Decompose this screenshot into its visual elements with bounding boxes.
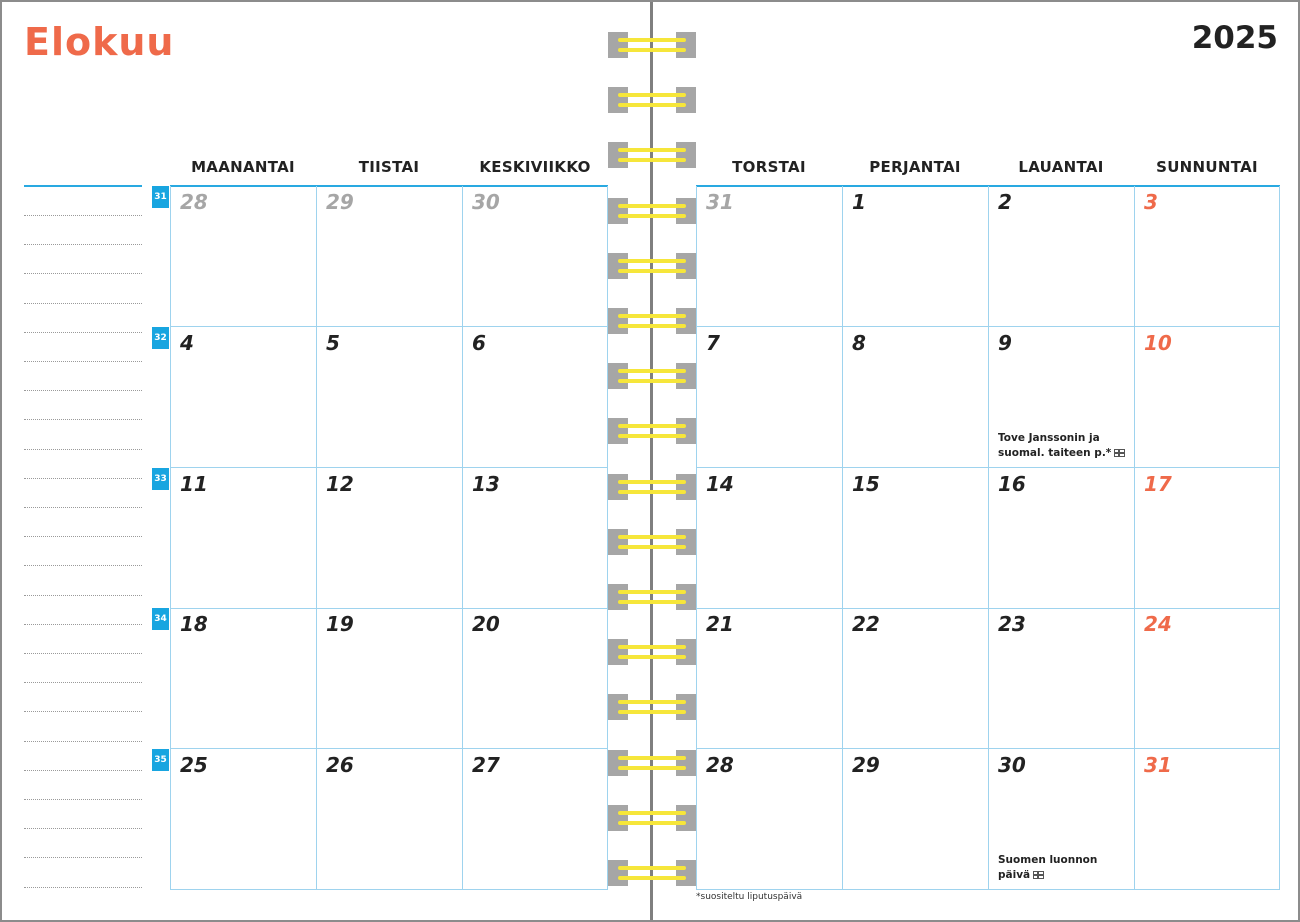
ring-wire: [618, 379, 686, 383]
spiral-ring: [608, 418, 696, 444]
notes-line[interactable]: [24, 565, 142, 566]
ring-wire: [618, 535, 686, 539]
notes-line[interactable]: [24, 244, 142, 245]
day-number: 23: [998, 612, 1026, 636]
holiday-text: Suomen luonnon päivä: [998, 854, 1098, 881]
spiral-ring: [608, 860, 696, 886]
day-cell[interactable]: [1134, 749, 1280, 890]
day-number: 30: [998, 753, 1026, 777]
ring-wire: [618, 314, 686, 318]
day-cell[interactable]: [988, 749, 1134, 890]
day-number: 10: [1144, 331, 1172, 355]
day-cell[interactable]: [696, 468, 842, 609]
weekday-header: MAANANTAI: [191, 158, 295, 176]
day-number: 8: [852, 331, 866, 355]
day-cell[interactable]: [842, 186, 988, 327]
day-number: 16: [998, 472, 1026, 496]
weekday-header: SUNNUNTAI: [1156, 158, 1258, 176]
ring-hole: [608, 363, 628, 389]
day-number: 28: [180, 190, 208, 214]
day-cell[interactable]: [462, 468, 608, 609]
ring-wire: [618, 700, 686, 704]
month-title: Elokuu: [24, 20, 175, 64]
notes-line[interactable]: [24, 624, 142, 625]
day-cell[interactable]: [988, 186, 1134, 327]
weekday-header: LAUANTAI: [1018, 158, 1104, 176]
notes-line[interactable]: [24, 711, 142, 712]
ring-wire: [618, 710, 686, 714]
week-number-badge: 33: [152, 468, 169, 490]
day-cell[interactable]: [988, 468, 1134, 609]
year-label: 2025: [1191, 20, 1278, 56]
day-number: 15: [852, 472, 880, 496]
ring-hole: [608, 860, 628, 886]
notes-line[interactable]: [24, 887, 142, 888]
day-number: 4: [180, 331, 194, 355]
day-number: 7: [706, 331, 720, 355]
ring-hole: [608, 529, 628, 555]
ring-hole: [676, 363, 696, 389]
ring-hole: [608, 805, 628, 831]
notes-line[interactable]: [24, 595, 142, 596]
spiral-ring: [608, 529, 696, 555]
ring-wire: [618, 214, 686, 218]
day-number: 22: [852, 612, 880, 636]
ring-wire: [618, 369, 686, 373]
notes-line[interactable]: [24, 536, 142, 537]
day-number: 31: [1144, 753, 1172, 777]
day-cell[interactable]: [696, 327, 842, 468]
ring-wire: [618, 424, 686, 428]
day-number: 29: [326, 190, 354, 214]
spiral-ring: [608, 639, 696, 665]
day-cell[interactable]: [1134, 186, 1280, 327]
day-number: 19: [326, 612, 354, 636]
ring-hole: [676, 87, 696, 113]
day-cell[interactable]: [1134, 327, 1280, 468]
day-cell[interactable]: [316, 468, 462, 609]
day-number: 11: [180, 472, 208, 496]
notes-line[interactable]: [24, 332, 142, 333]
day-cell[interactable]: [316, 608, 462, 749]
day-number: 26: [326, 753, 354, 777]
ring-hole: [608, 584, 628, 610]
day-number: 28: [706, 753, 734, 777]
day-number: 21: [706, 612, 734, 636]
ring-hole: [676, 253, 696, 279]
weekday-header: PERJANTAI: [869, 158, 961, 176]
ring-wire: [618, 103, 686, 107]
ring-wire: [618, 590, 686, 594]
day-cell[interactable]: [696, 749, 842, 890]
ring-hole: [608, 750, 628, 776]
day-number: 31: [706, 190, 734, 214]
ring-wire: [618, 480, 686, 484]
day-number: 6: [472, 331, 486, 355]
day-number: 20: [472, 612, 500, 636]
day-number: 5: [326, 331, 340, 355]
spiral-ring: [608, 694, 696, 720]
ring-hole: [608, 694, 628, 720]
ring-wire: [618, 866, 686, 870]
day-number: 3: [1144, 190, 1158, 214]
day-cell[interactable]: [462, 327, 608, 468]
day-cell[interactable]: [696, 186, 842, 327]
day-cell[interactable]: [316, 186, 462, 327]
day-cell[interactable]: [316, 749, 462, 890]
day-cell[interactable]: [462, 186, 608, 327]
week-number-badge: 31: [152, 186, 169, 208]
spiral-ring: [608, 805, 696, 831]
notes-line[interactable]: [24, 273, 142, 274]
ring-hole: [676, 308, 696, 334]
day-cell[interactable]: [170, 749, 316, 890]
day-cell[interactable]: [842, 327, 988, 468]
ring-hole: [676, 32, 696, 58]
holiday-text: Tove Janssonin ja suomal. taiteen p.*: [998, 432, 1112, 459]
notes-line[interactable]: [24, 390, 142, 391]
spiral-ring: [608, 142, 696, 168]
notes-line[interactable]: [24, 828, 142, 829]
ring-wire: [618, 158, 686, 162]
notes-line[interactable]: [24, 857, 142, 858]
day-cell[interactable]: [842, 749, 988, 890]
day-number: 24: [1144, 612, 1172, 636]
day-cell[interactable]: [1134, 468, 1280, 609]
spiral-ring: [608, 308, 696, 334]
holiday-note: [998, 853, 1126, 883]
ring-hole: [676, 142, 696, 168]
day-cell[interactable]: [170, 327, 316, 468]
day-number: 18: [180, 612, 208, 636]
ring-wire: [618, 490, 686, 494]
spiral-ring: [608, 32, 696, 58]
ring-hole: [676, 750, 696, 776]
holiday-note: [998, 431, 1126, 461]
notes-line[interactable]: [24, 215, 142, 216]
notes-line[interactable]: [24, 741, 142, 742]
weekday-header: TORSTAI: [732, 158, 806, 176]
day-number: 9: [998, 331, 1012, 355]
ring-hole: [676, 694, 696, 720]
day-number: 1: [852, 190, 866, 214]
notes-line[interactable]: [24, 653, 142, 654]
ring-wire: [618, 93, 686, 97]
day-cell[interactable]: [462, 608, 608, 749]
day-cell[interactable]: [170, 186, 316, 327]
ring-hole: [608, 474, 628, 500]
binding-spine: [650, 2, 653, 922]
spiral-ring: [608, 87, 696, 113]
ring-hole: [608, 253, 628, 279]
ring-wire: [618, 655, 686, 659]
ring-hole: [608, 32, 628, 58]
footnote: *suositeltu liputuspäivä: [696, 892, 803, 902]
weekday-header: TIISTAI: [358, 158, 420, 176]
day-cell[interactable]: [988, 327, 1134, 468]
ring-wire: [618, 259, 686, 263]
ring-wire: [618, 645, 686, 649]
day-number: 17: [1144, 472, 1172, 496]
ring-wire: [618, 38, 686, 42]
notes-line[interactable]: [24, 507, 142, 508]
ring-hole: [676, 198, 696, 224]
spiral-ring: [608, 363, 696, 389]
ring-hole: [676, 418, 696, 444]
ring-hole: [608, 418, 628, 444]
day-cell[interactable]: [696, 608, 842, 749]
day-cell[interactable]: [1134, 608, 1280, 749]
spiral-ring: [608, 253, 696, 279]
ring-hole: [676, 474, 696, 500]
ring-wire: [618, 204, 686, 208]
day-number: 30: [472, 190, 500, 214]
header-rule: [24, 185, 142, 187]
week-number-badge: 34: [152, 608, 169, 630]
ring-wire: [618, 148, 686, 152]
ring-hole: [676, 584, 696, 610]
day-number: 2: [998, 190, 1012, 214]
ring-wire: [618, 48, 686, 52]
spiral-ring: [608, 474, 696, 500]
ring-wire: [618, 269, 686, 273]
finnish-flag-icon: [1114, 449, 1125, 457]
notes-line[interactable]: [24, 770, 142, 771]
finnish-flag-icon: [1033, 871, 1044, 879]
day-cell[interactable]: [988, 608, 1134, 749]
ring-hole: [676, 639, 696, 665]
day-number: 14: [706, 472, 734, 496]
ring-wire: [618, 811, 686, 815]
notes-line[interactable]: [24, 682, 142, 683]
weekday-header: KESKIVIIKKO: [479, 158, 591, 176]
ring-hole: [676, 860, 696, 886]
ring-hole: [608, 87, 628, 113]
ring-wire: [618, 324, 686, 328]
spiral-ring: [608, 198, 696, 224]
ring-hole: [608, 142, 628, 168]
ring-hole: [608, 198, 628, 224]
notes-line[interactable]: [24, 419, 142, 420]
day-cell[interactable]: [462, 749, 608, 890]
ring-hole: [676, 805, 696, 831]
day-number: 12: [326, 472, 354, 496]
day-cell[interactable]: [842, 468, 988, 609]
week-number-badge: 35: [152, 749, 169, 771]
ring-hole: [676, 529, 696, 555]
day-cell[interactable]: [842, 608, 988, 749]
day-cell[interactable]: [170, 608, 316, 749]
week-number-badge: 32: [152, 327, 169, 349]
ring-wire: [618, 756, 686, 760]
notes-line[interactable]: [24, 361, 142, 362]
notes-line[interactable]: [24, 449, 142, 450]
day-cell[interactable]: [170, 468, 316, 609]
day-number: 29: [852, 753, 880, 777]
spiral-ring: [608, 750, 696, 776]
ring-wire: [618, 766, 686, 770]
ring-wire: [618, 600, 686, 604]
day-cell[interactable]: [316, 327, 462, 468]
ring-wire: [618, 821, 686, 825]
ring-wire: [618, 876, 686, 880]
notes-line[interactable]: [24, 478, 142, 479]
ring-wire: [618, 434, 686, 438]
day-number: 27: [472, 753, 500, 777]
ring-hole: [608, 308, 628, 334]
ring-hole: [608, 639, 628, 665]
day-number: 25: [180, 753, 208, 777]
ring-wire: [618, 545, 686, 549]
day-number: 13: [472, 472, 500, 496]
spiral-ring: [608, 584, 696, 610]
notes-line[interactable]: [24, 799, 142, 800]
notes-line[interactable]: [24, 303, 142, 304]
